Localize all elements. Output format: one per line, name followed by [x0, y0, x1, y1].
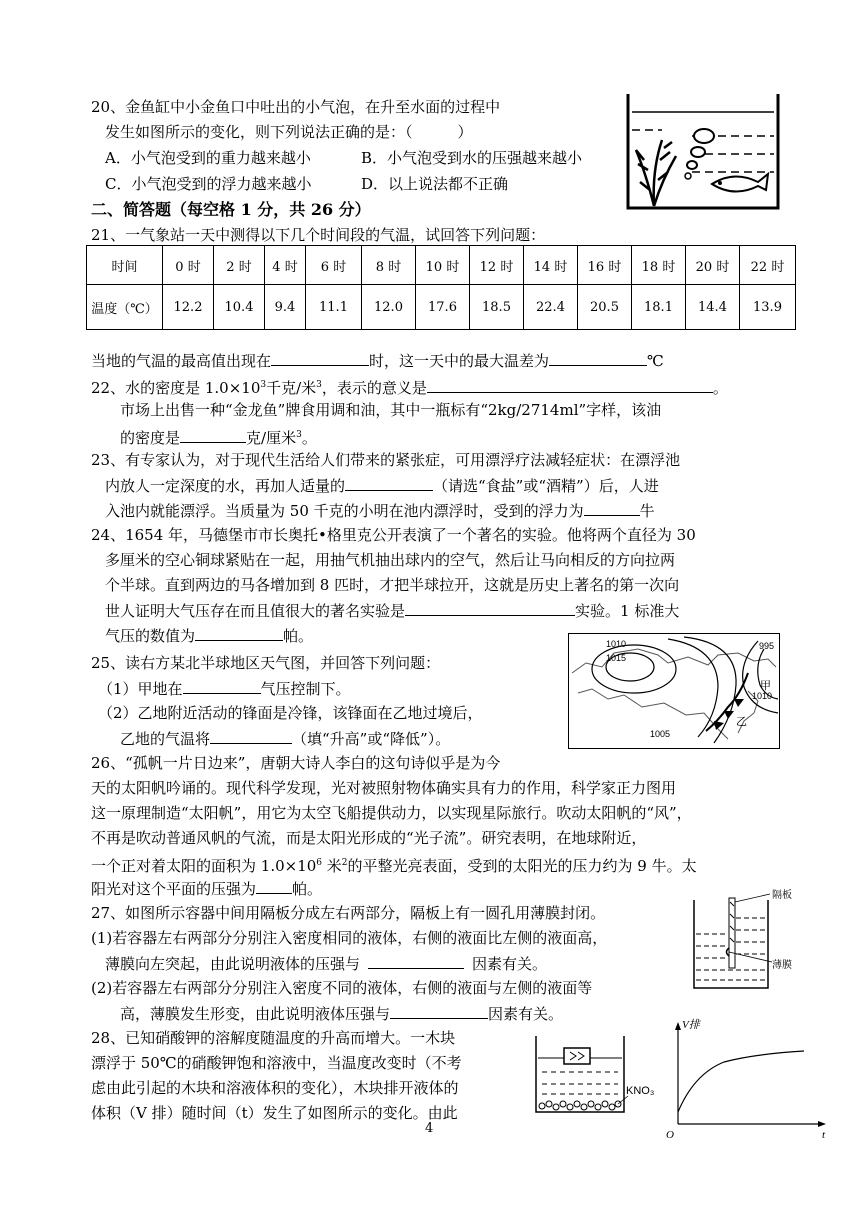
map-label-yi: 乙	[736, 716, 747, 728]
q23-line3	[105, 499, 655, 522]
table-cell: 11.1	[306, 285, 362, 330]
table-cell: 10.4	[214, 285, 265, 330]
q21-text-1: 当地的气温的最高值出现在	[91, 352, 272, 370]
q21-blank-temp-range[interactable]	[549, 349, 647, 366]
q22-line2: 市场上出售一种“金龙鱼”牌食用调和油，其中一瓶标有“2kg/2714ml”字样，该油	[120, 401, 662, 419]
table-cell: 2 时	[214, 246, 265, 285]
table-cell: 8 时	[362, 246, 416, 285]
q24-line5	[105, 624, 313, 647]
q23-blank-substance[interactable]	[345, 474, 433, 491]
q27-line1: 27、如图所示容器中间用隔板分成左右两部分，隔板上有一圆孔用薄膜封闭。	[91, 904, 606, 922]
figure-label-kno3: KNO₃	[626, 1085, 655, 1097]
q27-text: 高，薄膜发生形变，由此说明液体压强与	[120, 1005, 391, 1023]
table-cell: 9.4	[265, 285, 306, 330]
q27-blank-factor-1[interactable]	[368, 952, 464, 969]
q26-text: 帕。	[292, 880, 323, 898]
beaker-kno3-figure	[528, 1032, 670, 1118]
q22-sup: 3	[260, 380, 267, 390]
table-cell: 14.4	[686, 285, 740, 330]
volume-time-graph	[664, 1016, 834, 1142]
graph-x-label: t	[822, 1129, 826, 1141]
q26-text: 米	[322, 857, 342, 875]
q20-option-b: B．小气泡受到水的压强越来越小	[361, 149, 583, 167]
q20-option-d: D．以上说法都不正确	[361, 175, 509, 193]
table-cell: 12.2	[163, 285, 214, 330]
q28-line4: 体积（V 排）随时间（t）发生了如图所示的变化。由此	[91, 1104, 458, 1122]
q27-text: 因素有关。	[488, 1005, 564, 1023]
q28-line2: 漂浮于 50℃的硝酸钾饱和溶液中，当温度改变时（不考	[91, 1054, 462, 1072]
q26-blank-pressure[interactable]	[256, 877, 292, 894]
q28-line1: 28、已知硝酸钾的溶解度随温度的升高而增大。一木块	[91, 1029, 456, 1047]
q24-text: 帕。	[283, 627, 314, 645]
table-cell: 20.5	[578, 285, 632, 330]
page-number: 4	[425, 1121, 434, 1136]
q22-blank-meaning[interactable]	[427, 376, 713, 393]
q24-text: 世人证明大气压存在而且值很大的著名实验是	[105, 602, 406, 620]
q23-blank-buoyancy[interactable]	[584, 499, 640, 516]
q24-line2: 多厘米的空心铜球紧贴在一起，用抽气机抽出球内的空气，然后让马向相反的方向拉两	[105, 551, 676, 569]
table-cell: 12 时	[470, 246, 524, 285]
q26-sup: 2	[341, 858, 348, 868]
q27-line4: (2)若容器左右两部分分别注入密度不同的液体，右侧的液面与左侧的液面等	[91, 979, 593, 997]
q27-line5	[120, 1002, 563, 1025]
table-cell: 20 时	[686, 246, 740, 285]
table-cell: 时间	[87, 246, 163, 285]
q26-text: 的平整光亮表面，受到的太阳光的压力约为 9 牛。太	[347, 857, 697, 875]
q25-blank-pressure-system[interactable]	[183, 677, 261, 694]
map-label-995: 995	[759, 641, 775, 651]
q25-line4	[120, 727, 450, 750]
table-cell: 温度（℃）	[87, 285, 163, 330]
q23-line2	[105, 474, 659, 497]
q22-text: 克/厘米	[246, 429, 297, 447]
q21-text-3: ℃	[647, 352, 664, 370]
section-2-title: 二、简答题（每空格 1 分，共 26 分）	[91, 200, 371, 219]
q24-line4	[105, 599, 679, 622]
q27-line3	[105, 952, 547, 975]
q22-line3	[120, 424, 317, 449]
q27-text: 薄膜向左突起，由此说明液体的压强与	[105, 955, 361, 973]
q26-text: 阳光对这个平面的压强为	[91, 880, 257, 898]
q20-option-a: A．小气泡受到的重力越来越小	[105, 149, 311, 167]
table-cell: 22.4	[524, 285, 578, 330]
q25-line2	[98, 677, 351, 700]
q22-blank-density[interactable]	[180, 426, 246, 443]
table-row-time	[87, 246, 796, 285]
map-label-jia: 甲	[760, 680, 771, 692]
q22-text: 22、水的密度是 1.0×10	[91, 379, 261, 397]
q26-text: 一个正对着太阳的面积为 1.0×10	[91, 857, 317, 875]
q26-line1: 26、“孤帆一片日边来”，唐朝大诗人李白的这句诗似乎是为今	[91, 754, 501, 772]
q25-text: 乙地的气温将	[120, 730, 211, 748]
q28-line3: 虑由此引起的木块和溶液体积的变化），木块排开液体的	[91, 1079, 459, 1097]
table-cell: 18.5	[470, 285, 524, 330]
q25-line1: 25、读右方某北半球地区天气图，并回答下列问题：	[91, 654, 441, 672]
weather-map-figure	[568, 633, 780, 749]
q21-text-2: 时，这一天中的最大温差为	[369, 352, 550, 370]
q24-blank-experiment[interactable]	[405, 599, 575, 616]
q24-line1: 24、1654 年，马德堡市市长奥托•格里克公开表演了一个著名的实验。他将两个直径为 30	[91, 526, 696, 544]
table-cell: 17.6	[416, 285, 470, 330]
table-cell: 18 时	[632, 246, 686, 285]
q25-blank-temperature[interactable]	[210, 727, 292, 744]
table-row-temperature	[87, 285, 796, 330]
table-cell: 13.9	[740, 285, 796, 330]
graph-y-label: V排	[682, 1019, 700, 1031]
figure-label-partition: 隔板	[772, 890, 792, 901]
q20-line1: 20、金鱼缸中小金鱼口中吐出的小气泡，在升至水面的过程中	[91, 98, 501, 116]
table-cell: 10 时	[416, 246, 470, 285]
q24-text: 实验。1 标准大	[575, 602, 680, 620]
table-cell: 6 时	[306, 246, 362, 285]
q26-line3: 这一原理制造“太阳帆”，用它为太空飞船提供动力，以实现星际旅行。吹动太阳帆的“风”，	[91, 804, 692, 822]
partitioned-container-figure	[688, 888, 800, 998]
map-label-1005: 1005	[650, 729, 671, 739]
q26-sup: 6	[316, 858, 323, 868]
table-cell: 18.1	[632, 285, 686, 330]
table-cell: 4 时	[265, 246, 306, 285]
q24-line3: 个半球。直到两边的马各增加到 8 匹时，才把半球拉开，这就是历史上著名的第一次向	[105, 576, 680, 594]
q26-line4: 不再是吹动普通风帆的气流，而是太阳光形成的“光子流”。研究表明，在地球附近，	[91, 829, 647, 847]
table-cell: 0 时	[163, 246, 214, 285]
q27-line2: (1)若容器左右两部分分别注入密度相同的液体，右侧的液面比左侧的液面高，	[91, 929, 608, 947]
q22-text: ，表示的意义是	[321, 379, 427, 397]
q23-text: 内放人一定深度的水，再加人适量的	[105, 477, 346, 495]
q23-text: （请选“食盐”或“酒精”）后，人进	[433, 477, 659, 495]
q22-text: 千克/米	[266, 379, 317, 397]
table-cell: 14 时	[524, 246, 578, 285]
table-cell: 12.0	[362, 285, 416, 330]
q22-line1	[91, 374, 728, 399]
figure-label-membrane: 薄膜	[772, 960, 792, 971]
table-cell: 16 时	[578, 246, 632, 285]
q23-line1: 23、有专家认为，对于现代生活给人们带来的紧张症，可用漂浮疗法减轻症状：在漂浮池	[91, 451, 681, 469]
q27-text: 因素有关。	[472, 955, 548, 973]
q22-sup: 3	[296, 430, 302, 440]
q26-line5	[91, 852, 697, 877]
q26-line2: 天的太阳帆吟诵的。现代科学发现，光对被照射物体确实具有力的作用，科学家正力图用	[91, 779, 677, 797]
q22-text: 。	[301, 429, 317, 447]
map-label-1015: 1015	[606, 653, 627, 663]
q25-text: 气压控制下。	[260, 680, 351, 698]
q22-text: 的密度是	[120, 429, 181, 447]
map-label-1010a: 1010	[606, 639, 627, 649]
q26-line6	[91, 877, 322, 900]
q25-text: （1）甲地在	[98, 680, 183, 698]
q25-line3: （2）乙地附近活动的锋面是冷锋，该锋面在乙地过境后，	[98, 704, 483, 722]
graph-origin-label: O	[666, 1129, 674, 1141]
fish-tank-figure	[622, 90, 784, 212]
q21-answer-line	[91, 349, 664, 372]
q23-text: 牛	[639, 502, 655, 520]
q24-blank-pressure[interactable]	[195, 624, 283, 641]
q20-line2: 发生如图所示的变化，则下列说法正确的是：（ ）	[105, 123, 473, 141]
map-label-1010b: 1010	[752, 691, 773, 701]
temperature-table	[86, 245, 796, 330]
q22-sup: 3	[316, 380, 322, 390]
q24-text: 气压的数值为	[105, 627, 196, 645]
q25-text: （填“升高”或“降低”）。	[292, 730, 451, 748]
q23-text: 入池内就能漂浮。当质量为 50 千克的小明在池内漂浮时，受到的浮力为	[105, 502, 584, 520]
q21-line1: 21、一气象站一天中测得以下几个时间段的气温，试回答下列问题：	[91, 226, 546, 244]
q22-text: 。	[712, 379, 728, 397]
q21-blank-max-time[interactable]	[271, 349, 369, 366]
q27-blank-factor-2[interactable]	[390, 1002, 488, 1019]
q20-option-c: C．小气泡受到的浮力越来越小	[105, 175, 312, 193]
table-cell: 22 时	[740, 246, 796, 285]
